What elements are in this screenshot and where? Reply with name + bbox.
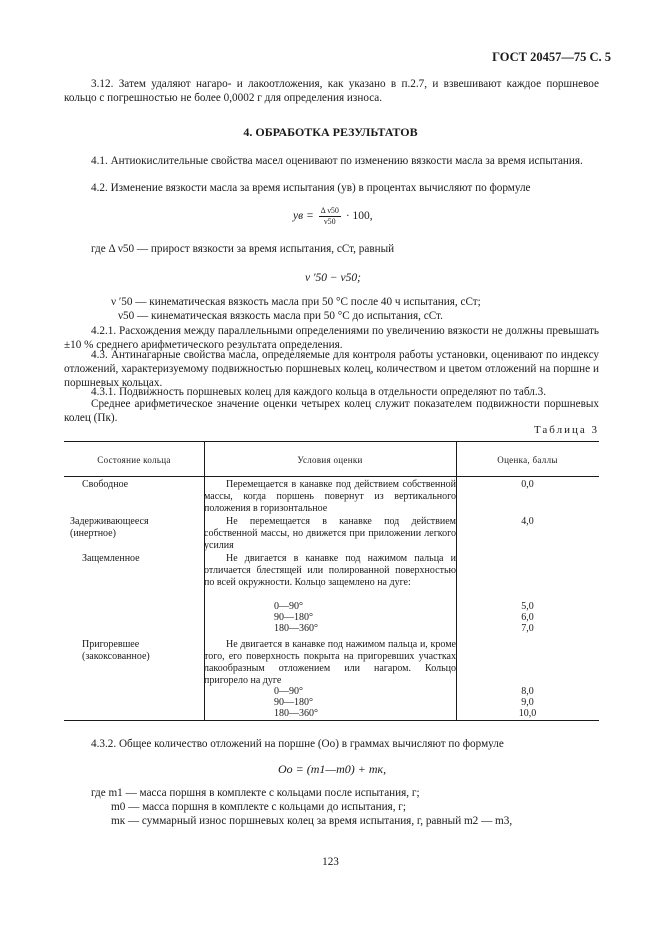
column-header-state: Состояние кольца: [97, 455, 171, 465]
table-row-score: 4,0: [521, 516, 534, 527]
where-delta: где Δ ν50 — прирост вязкости за время испытания, сСт, равный: [91, 243, 395, 255]
table-row-state: Задерживающееся (инертное): [70, 516, 149, 539]
paragraph-3-12: 3.12. Затем удаляют нагаро- и лакоотложения, как указано в п.2.7, и взвешивают каждое поршневое кольцо с погрешностью не более 0,0002 г для определения износа.: [64, 78, 599, 104]
paragraph-4-1: 4.1. Антиокислительные свойства масел оценивают по изменению вязкости масла за время испытания.: [91, 155, 583, 167]
formula-viscosity-change: [293, 206, 373, 227]
table-row-score: 5,0: [521, 601, 534, 612]
arc-range: 90—180°: [274, 697, 313, 708]
paragraph-4-3-1: 4.3.1. Подвижность поршневых колец для каждого кольца в отдельности определяют по табл.3.: [91, 386, 547, 398]
formula-deposits: Oо = (m1—m0) + mк,: [278, 762, 387, 776]
table-row-score: 7,0: [521, 623, 534, 634]
fraction-numerator: Δ ν50: [320, 206, 339, 215]
page-header: ГОСТ 20457—75 С. 5: [492, 50, 611, 64]
table-row-condition: Не двигается в канавке под нажимом пальца и, кроме того, его поверхность покрыта на пригоревших участках лакообразным отложением или нагаром. Кольцо пригорело на дуге: [204, 639, 456, 686]
paragraph-4-2-1: 4.2.1. Расхождения между параллельными определениями по увеличению вязкости не должны превышать ±10 % среднего арифметического результата определения.: [64, 325, 599, 351]
page-number: 123: [322, 856, 339, 868]
arc-range: 180—360°: [274, 708, 318, 719]
paragraph-4-2: 4.2. Изменение вязкости масла за время испытания (yв) в процентах вычисляют по формуле: [91, 182, 531, 194]
definition-nu-after: ν ′50 — кинематическая вязкость масла при 50 °С после 40 ч испытания, сСт;: [111, 296, 481, 308]
header-divider: [64, 476, 599, 477]
definition-mk: mк — суммарный износ поршневых колец за время испытания, г, равный m2 — m3,: [111, 815, 513, 827]
table-row-condition: Перемещается в канавке под действием собственной массы, когда поршень повернут из вертикального положения в горизонтальное: [204, 479, 456, 514]
table-row-condition: Не перемещается в канавке под действием собственной массы, но движется при приложении легкого усилия: [204, 516, 456, 551]
paragraph-4-3-1-b: Среднее арифметическое значение оценки четырех колец служит показателем подвижности поршневых колец (Пк).: [64, 398, 599, 424]
table-row-state: Свободное: [82, 479, 129, 490]
definition-nu-before: ν50 — кинематическая вязкость масла при 50 °С до испытания, сСт.: [118, 310, 443, 322]
arc-range: 0—90°: [274, 686, 303, 697]
section-title: 4. ОБРАБОТКА РЕЗУЛЬТАТОВ: [243, 125, 418, 139]
fraction-denominator: ν50: [323, 216, 336, 226]
paragraph-4-3-2: 4.3.2. Общее количество отложений на поршне (Oо) в граммах вычисляют по формуле: [91, 738, 504, 750]
arc-range: 180—360°: [274, 623, 318, 634]
table-row-score: 8,0: [521, 686, 534, 697]
paragraph-4-3: 4.3. Антинагарные свойства масла, определяемые для контроля работы установки, оценивают по индексу отложений, характеризуемому подвижностью поршневых колец, количеством и цветом отложений на поршне и поршневых кольцах.: [64, 349, 599, 389]
table-row-state: Пригоревшее (закоксованное): [82, 639, 150, 662]
table-row-condition: Не двигается в канавке под нажимом пальца и отличается блестящей или полированной поверхностью по всей окружности. Кольцо защемлено на дуге:: [204, 553, 456, 588]
arc-range: 0—90°: [274, 601, 303, 612]
definition-m1: где m1 — масса поршня в комплекте с кольцами после испытания, г;: [91, 787, 420, 799]
arc-range: 90—180°: [274, 612, 313, 623]
table-caption: Таблица 3: [533, 424, 599, 436]
column-header-score: Оценка, баллы: [497, 455, 558, 465]
table-row-score: 6,0: [521, 612, 534, 623]
table-row-score: 10,0: [518, 708, 537, 719]
formula-fraction: [319, 206, 341, 227]
column-header-conditions: Условия оценки: [297, 455, 363, 465]
table-row-score: 0,0: [521, 479, 534, 490]
table-row-score: 9,0: [521, 697, 534, 708]
table-3: [64, 441, 599, 721]
definition-m0: m0 — масса поршня в комплекте с кольцами до испытания, г;: [111, 801, 406, 813]
formula-rhs: · 100,: [345, 210, 373, 223]
formula-lhs: yв =: [293, 210, 314, 223]
table-row-state: Защемленное: [82, 553, 140, 564]
formula-delta: ν ′50 − ν50;: [305, 272, 361, 284]
